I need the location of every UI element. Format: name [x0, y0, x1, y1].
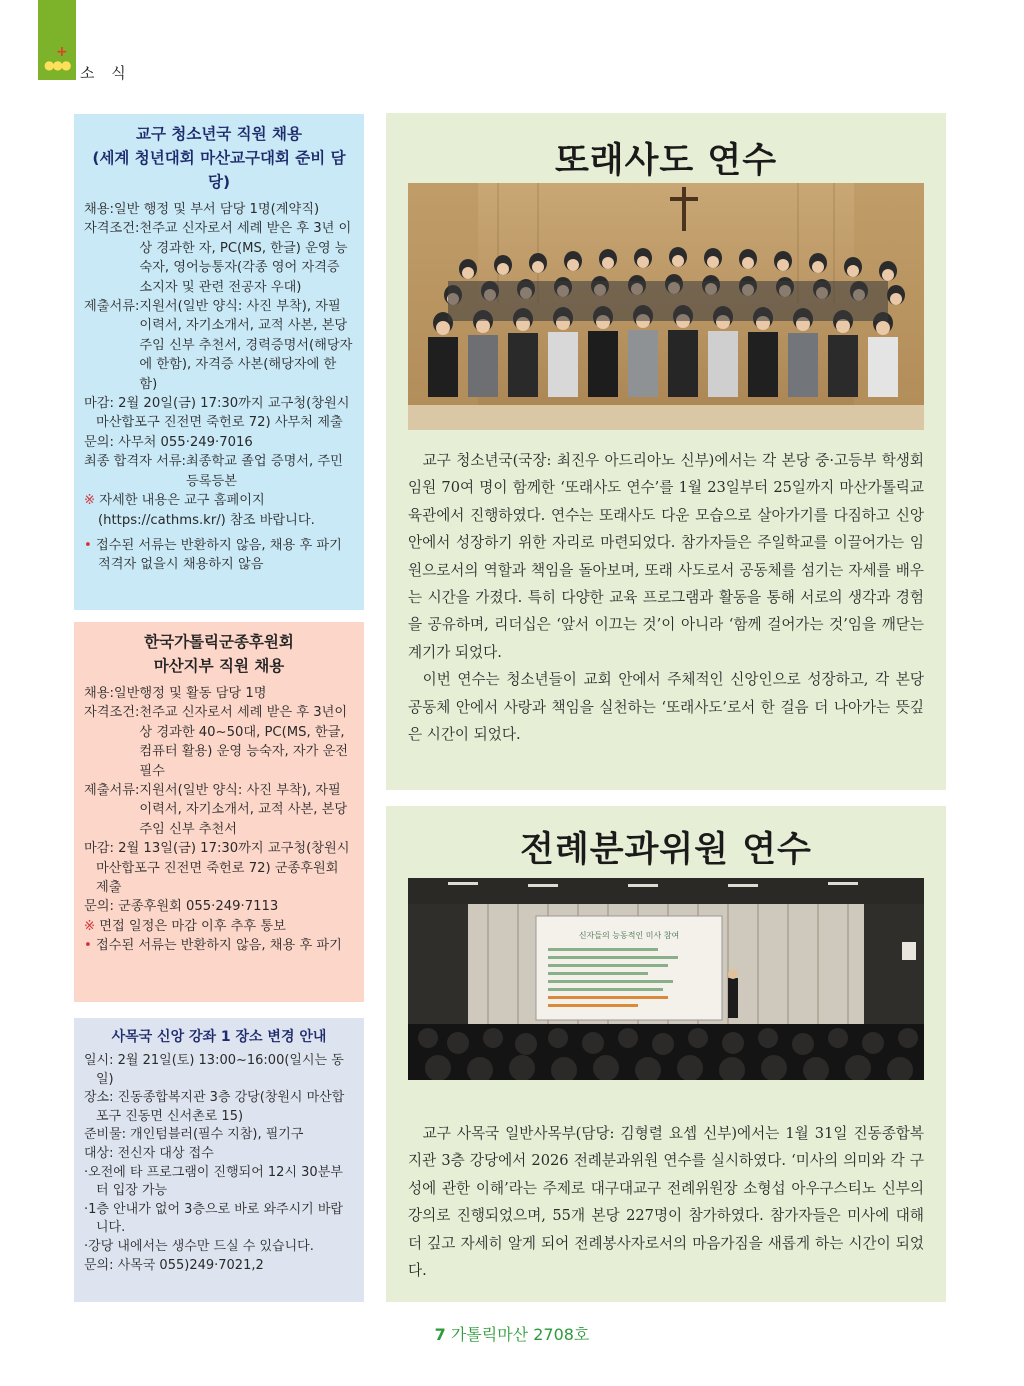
bullet-icon: • — [84, 938, 92, 954]
lecture-photo-illustration — [408, 878, 924, 1080]
page-footer — [0, 1322, 1024, 1345]
cross-icon: + — [56, 44, 68, 60]
venue-change-notice — [74, 1018, 364, 1302]
group-photo — [408, 183, 924, 430]
article-liturgy-committee-training — [386, 806, 946, 1302]
article-peer-apostle-training — [386, 113, 946, 790]
notice-note: ※ 자세한 내용은 교구 홈페이지(https://cathms.kr/) 참조 바랍니다. — [84, 493, 315, 528]
article-body — [408, 447, 924, 748]
notice-row: 채용: 일반 행정 및 부서 담당 1명(계약직) — [84, 202, 320, 217]
notice-title: 교구 청소년국 직원 채용 — [136, 125, 302, 143]
screen-title: 신자들의 능동적인 미사 참여 — [578, 931, 680, 940]
reference-mark-icon: ※ — [84, 493, 96, 509]
bullet-icon: • — [84, 537, 92, 553]
notice-row: 채용: 일반행정 및 활동 담당 1명 — [84, 686, 267, 701]
notice-prep: 준비물: 개인텀블러(필수 지참), 필기구 — [84, 1127, 304, 1143]
article-paragraph: 이번 연수는 청소년들이 교회 안에서 주체적인 신앙인으로 성장하고, 각 본당 공동체 안에서 사랑과 책임을 실천하는 ‘또래사도’로서 한 걸음 더 나아가는 뜻깊은 시간이 되었다. — [408, 671, 924, 744]
notice-contact: 문의: 군종후원회 055·249·7113 — [84, 899, 279, 915]
job-notice-youth-office — [74, 114, 364, 610]
notice-bullet: • 접수된 서류는 반환하지 않음, 채용 후 파기 적격자 없을시 채용하지 않음 — [84, 537, 342, 573]
notice-contact: 문의: 사무처 055·249·7016 — [84, 434, 253, 450]
notice-contact: 문의: 사목국 055)249·7021,2 — [84, 1257, 264, 1273]
notice-date: 일시: 2월 21일(토) 13:00~16:00(일시는 동일) — [84, 1053, 344, 1087]
article-title: 또래사도 연수 — [554, 141, 778, 181]
page-number: 7 — [434, 1325, 446, 1344]
notice-target: 대상: 전신자 대상 접수 — [84, 1145, 214, 1161]
notice-item: ·강당 내에서는 생수만 드실 수 있습니다. — [84, 1238, 314, 1254]
article-body — [408, 1120, 924, 1284]
notice-note: ※ 면접 일정은 마감 이후 추후 통보 — [84, 918, 286, 934]
notice-bullet: • 접수된 서류는 반환하지 않음, 채용 후 파기 — [84, 938, 342, 954]
notice-row: 제출서류: 지원서(일반 양식: 사진 부착), 자필 이력서, 자기소개서, 교적 사본, 본당 주임 신부 추천서, 경력증명서(해당자에 한함), 자격증 사본(해당자에 한함) — [84, 299, 353, 392]
notice-place: 장소: 진동종합복지관 3층 강당(창원시 마산합포구 진동면 신서촌로 15) — [84, 1090, 345, 1124]
notice-item: ·1층 안내가 없어 3층으로 바로 와주시기 바랍니다. — [84, 1201, 343, 1236]
article-title: 전례분과위원 연수 — [520, 830, 812, 870]
leaf-icon: ●●● — [44, 58, 70, 72]
notice-deadline: 마감: 2월 20일(금) 17:30까지 교구청(창원시 마산합포구 진전면 죽헌로 72) 사무처 제출 — [84, 396, 350, 431]
lecture-photo — [408, 878, 924, 1080]
publication-name: 가톨릭마산 2708호 — [450, 1325, 590, 1344]
group-photo-illustration — [408, 183, 924, 430]
article-paragraph: 교구 청소년국(국장: 최진우 아드리아노 신부)에서는 각 본당 중·고등부 학생회 임원 70여 명이 함께한 ‘또래사도 연수’를 1월 23일부터 25일까지 마산가톨릭교육관에서 진행하였다. 연수는 또래사도 다운 모습으로 살아가기를 다짐하고 신앙 안에서 성장하기 위한 자리로 마련되었다. 참가자들은 주일학교를 이끌어가는 임원으로서의 역할과 책임을 돌아보며, 또래 사도로서 공동체를 섬기는 자세를 배우는 시간을 가졌다. 특히 다양한 교육 프로그램과 활동을 통해 서로의 생각과 경험을 공유하며, 리더십은 ‘앞서 이끄는 것’이 아니라 ‘함께 걸어가는 것’임을 깨닫는 계기가 되었다. — [408, 452, 924, 661]
notice-subtitle: (세계 청년대회 마산교구대회 준비 담당) — [92, 149, 346, 191]
job-notice-military-ordinariate — [74, 622, 364, 1002]
notice-item: ·오전에 타 프로그램이 진행되어 12시 30분부터 입장 가능 — [84, 1164, 343, 1199]
notice-final-docs: 최종 합격자 서류: 최종학교 졸업 증명서, 주민등록등본 — [84, 454, 343, 489]
notice-title: 사목국 신앙 강좌 1 장소 변경 안내 — [111, 1029, 327, 1045]
notice-row: 제출서류: 지원서(일반 양식: 사진 부착), 자필 이력서, 자기소개서, 교적 사본, 본당 주임 신부 추천서 — [84, 783, 348, 837]
notice-row: 자격조건: 천주교 신자로서 세례 받은 후 3년 이상 경과한 자, PC(MS, 한글) 운영 능숙자, 영어능통자(각종 영어 자격증 소지자 및 관련 전공자 우대) — [84, 221, 352, 295]
section-tab — [38, 0, 76, 80]
notice-deadline: 마감: 2월 13일(금) 17:30까지 교구청(창원시 마산합포구 진전면 죽헌로 72) 군종후원회 제출 — [84, 841, 350, 896]
reference-mark-icon: ※ — [84, 918, 96, 934]
notice-title: 한국가톨릭군종후원회 — [144, 633, 294, 651]
notice-row: 자격조건: 천주교 신자로서 세례 받은 후 3년이상 경과한 40~50대, PC(MS, 한글, 컴퓨터 활용) 운영 능숙자, 자가 운전 필수 — [84, 705, 349, 779]
article-paragraph: 교구 사목국 일반사목부(담당: 김형렬 요셉 신부)에서는 1월 31일 진동종합복지관 3층 강당에서 2026 전례분과위원 연수를 실시하였다. ‘미사의 의미와 각 구성에 관한 이해’라는 주제로 대구대교구 전례위원장 소형섭 아우구스티노 신부의 강의로 진행되었으며, 55개 본당 227명이 참가하였다. 참가자들은 미사에 대해 더 깊고 자세히 알게 되어 전례봉사자로서의 마음가짐을 새롭게 하는 시간이 되었다. — [408, 1125, 924, 1280]
notice-subtitle: 마산지부 직원 채용 — [153, 657, 285, 675]
section-label: 소 식 — [80, 64, 132, 82]
